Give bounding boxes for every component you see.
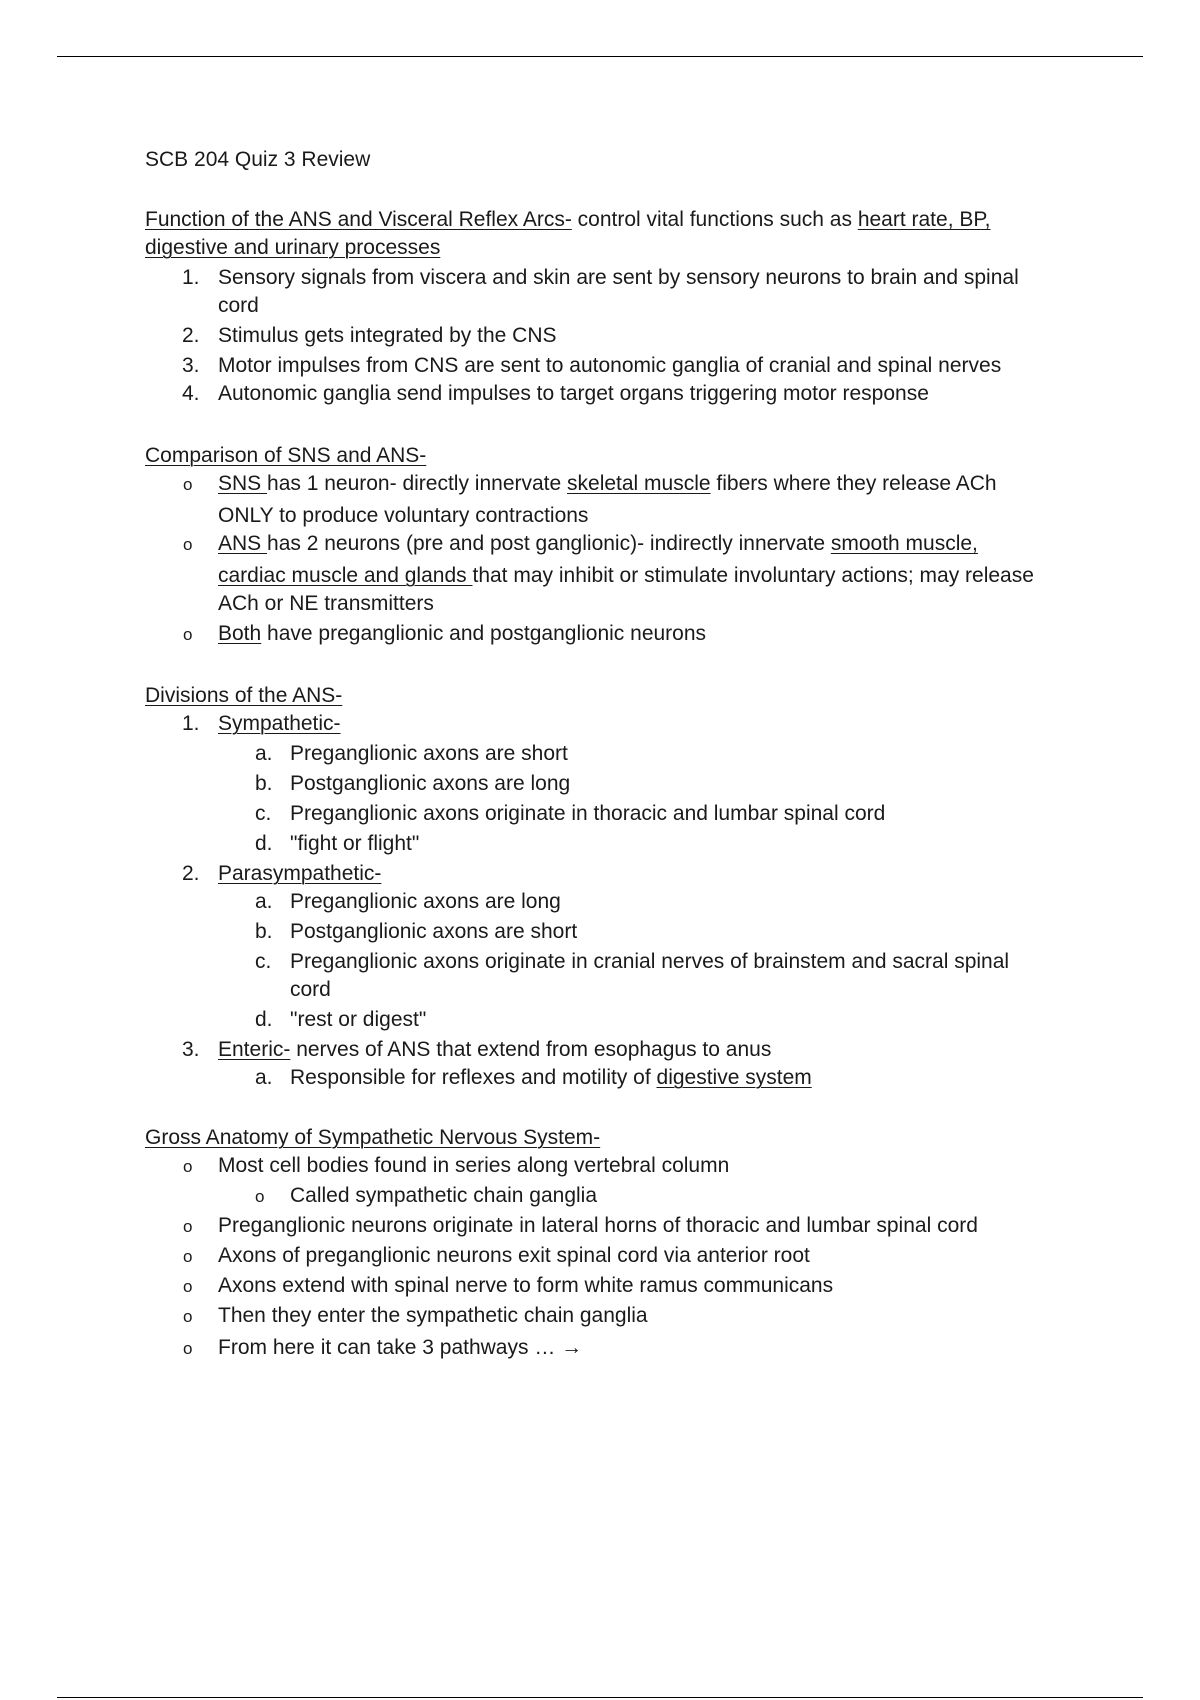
sub-text: Responsible for reflexes and motility of digestive system	[290, 1066, 812, 1089]
function-desc-underlined-2: digestive and urinary processes	[145, 236, 441, 259]
step-number: 4.	[182, 382, 200, 405]
divisions-heading-line	[145, 682, 342, 710]
step-number: 2.	[182, 324, 200, 347]
comparison-item-sns-continued: ONLY to produce voluntary contractions	[218, 504, 589, 527]
comparison-item-ans-continued-2: ACh or NE transmitters	[218, 592, 434, 615]
top-rule	[57, 56, 1143, 57]
gross-heading-line	[145, 1124, 600, 1152]
document-title: SCB 204 Quiz 3 Review	[145, 148, 371, 171]
step-text: Sensory signals from viscera and skin are sent by sensory neurons to brain and spinal	[218, 266, 1019, 289]
division-enteric: Enteric- nerves of ANS that extend from esophagus to anus	[218, 1038, 772, 1061]
sub-letter: a.	[255, 1066, 273, 1089]
bullet-icon: o	[183, 475, 193, 494]
step-text-continued: cord	[218, 294, 259, 317]
bullet-icon: o	[183, 1339, 193, 1358]
bullet-icon: o	[183, 1217, 193, 1236]
sub-text: "rest or digest"	[290, 1008, 427, 1031]
sub-text: Preganglionic axons are short	[290, 742, 568, 765]
sub-text: "fight or flight"	[290, 832, 420, 855]
comparison-item-ans-continued: cardiac muscle and glands that may inhibit or stimulate involuntary actions; may release	[218, 564, 1034, 587]
bullet-icon: o	[255, 1187, 265, 1206]
bullet-icon: o	[183, 1277, 193, 1296]
bullet-icon: o	[183, 625, 193, 644]
function-heading: Function of the ANS and Visceral Reflex Arcs-	[145, 208, 572, 231]
sub-letter: d.	[255, 832, 273, 855]
bottom-rule	[57, 1697, 1143, 1698]
division-number: 3.	[182, 1038, 200, 1061]
sub-letter: a.	[255, 890, 273, 913]
sub-letter: b.	[255, 772, 273, 795]
sub-text: Postganglionic axons are long	[290, 772, 571, 795]
comparison-heading: Comparison of SNS and ANS-	[145, 444, 427, 467]
comparison-heading-line	[145, 442, 426, 470]
division-enteric-label: Enteric-	[218, 1038, 291, 1061]
sub-text-continued: cord	[290, 978, 331, 1001]
sub-letter: c.	[255, 950, 272, 973]
function-desc-underlined-1: heart rate, BP,	[857, 208, 991, 231]
sub-text: Preganglionic axons originate in cranial nerves of brainstem and sacral spinal	[290, 950, 1010, 973]
bullet-icon: o	[183, 1157, 193, 1176]
step-text: Motor impulses from CNS are sent to autonomic ganglia of cranial and spinal nerves	[218, 354, 1002, 377]
gross-item: Preganglionic neurons originate in lateral horns of thoracic and lumbar spinal cord	[218, 1214, 978, 1237]
comparison-item-sns: SNS has 1 neuron- directly innervate skeletal muscle fibers where they release ACh	[218, 472, 997, 495]
gross-heading: Gross Anatomy of Sympathetic Nervous System-	[145, 1126, 601, 1149]
bullet-icon: o	[183, 535, 193, 554]
gross-item: Axons extend with spinal nerve to form white ramus communicans	[218, 1274, 834, 1297]
bullet-icon: o	[183, 1307, 193, 1326]
function-desc-line2	[145, 234, 440, 262]
step-text: Autonomic ganglia send impulses to target organs triggering motor response	[218, 382, 929, 405]
function-heading-line	[145, 206, 991, 234]
comparison-item-both: Both have preganglionic and postganglionic neurons	[218, 622, 707, 645]
division-number: 1.	[182, 712, 200, 735]
sub-text: Preganglionic axons originate in thoracic and lumbar spinal cord	[290, 802, 886, 825]
gross-item: Axons of preganglionic neurons exit spinal cord via anterior root	[218, 1244, 810, 1267]
division-parasympathetic-label: Parasympathetic-	[218, 862, 382, 885]
step-text: Stimulus gets integrated by the CNS	[218, 324, 557, 347]
step-number: 3.	[182, 354, 200, 377]
gross-item: Then they enter the sympathetic chain ganglia	[218, 1304, 648, 1327]
division-sympathetic-label: Sympathetic-	[218, 712, 341, 735]
gross-item: Most cell bodies found in series along vertebral column	[218, 1154, 730, 1177]
sub-letter: b.	[255, 920, 273, 943]
sub-letter: c.	[255, 802, 272, 825]
comparison-item-ans: ANS has 2 neurons (pre and post ganglionic)- indirectly innervate smooth muscle,	[218, 532, 978, 555]
function-desc: control vital functions such as	[571, 208, 858, 231]
sub-text: Preganglionic axons are long	[290, 890, 561, 913]
step-number: 1.	[182, 266, 200, 289]
divisions-heading: Divisions of the ANS-	[145, 684, 343, 707]
sub-letter: d.	[255, 1008, 273, 1031]
division-number: 2.	[182, 862, 200, 885]
bullet-icon: o	[183, 1247, 193, 1266]
gross-subitem: Called sympathetic chain ganglia	[290, 1184, 598, 1207]
gross-item: From here it can take 3 pathways … →	[218, 1336, 583, 1359]
sub-letter: a.	[255, 742, 273, 765]
sub-text: Postganglionic axons are short	[290, 920, 578, 943]
